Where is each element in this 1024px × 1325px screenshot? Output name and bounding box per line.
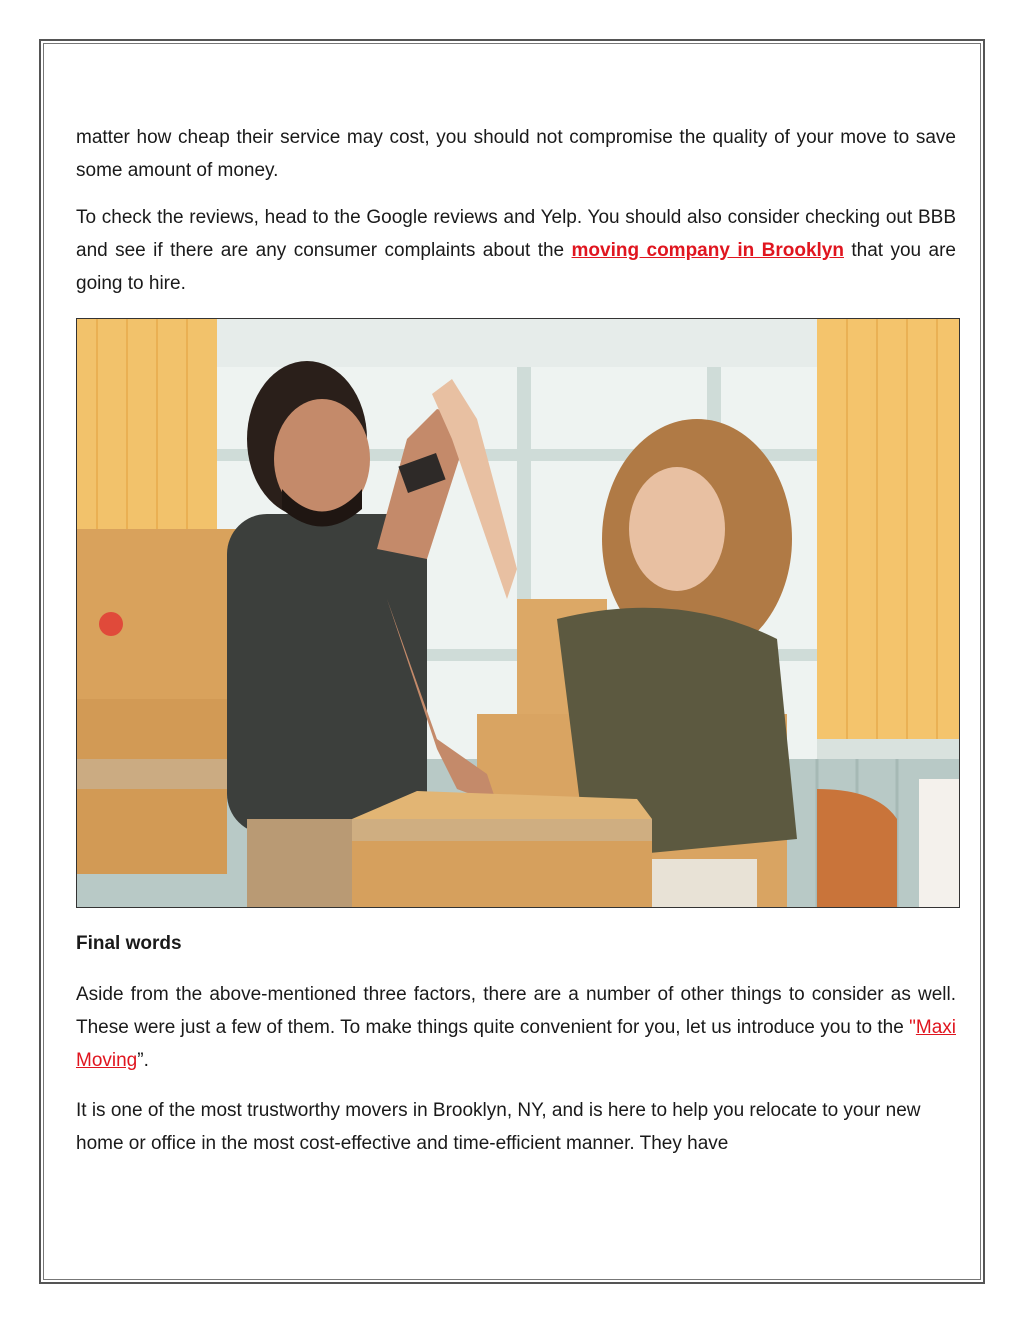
paragraph-text: It is one of the most trustworthy movers in Brooklyn, NY, and is here to help you relocate to your new home or office in the most cost-effective and time-efficient manner. They have [76, 1100, 921, 1154]
final-words-heading: Final words [76, 933, 182, 954]
paragraph-text: that you are going to hire. [76, 240, 956, 294]
paragraph-text: To check the reviews, head to the Google reviews and Yelp. You should also consider checking out BBB and see if there are any consumer complaints about the [76, 207, 956, 261]
paragraph-text: ”. [137, 1050, 149, 1071]
paragraph-text: Aside from the above-mentioned three factors, there are a number of other things to consider as well. These were just a few of them. To make things quite convenient for you, let us introduce you to the [76, 984, 956, 1038]
maxi-moving-link[interactable]: Maxi Moving [76, 1017, 956, 1071]
paragraph-check-reviews [76, 201, 956, 300]
paragraph-aside-factors [76, 978, 956, 1077]
paragraph-cost-quality [76, 121, 956, 187]
moving-photo [76, 318, 960, 908]
paragraph-trustworthy-movers [76, 1094, 956, 1160]
moving-company-brooklyn-link[interactable]: moving company in Brooklyn [571, 240, 844, 261]
paragraph-text: matter how cheap their service may cost, you should not compromise the quality of your move to save some amount of money. [76, 127, 956, 181]
open-quote: " [909, 1017, 916, 1038]
